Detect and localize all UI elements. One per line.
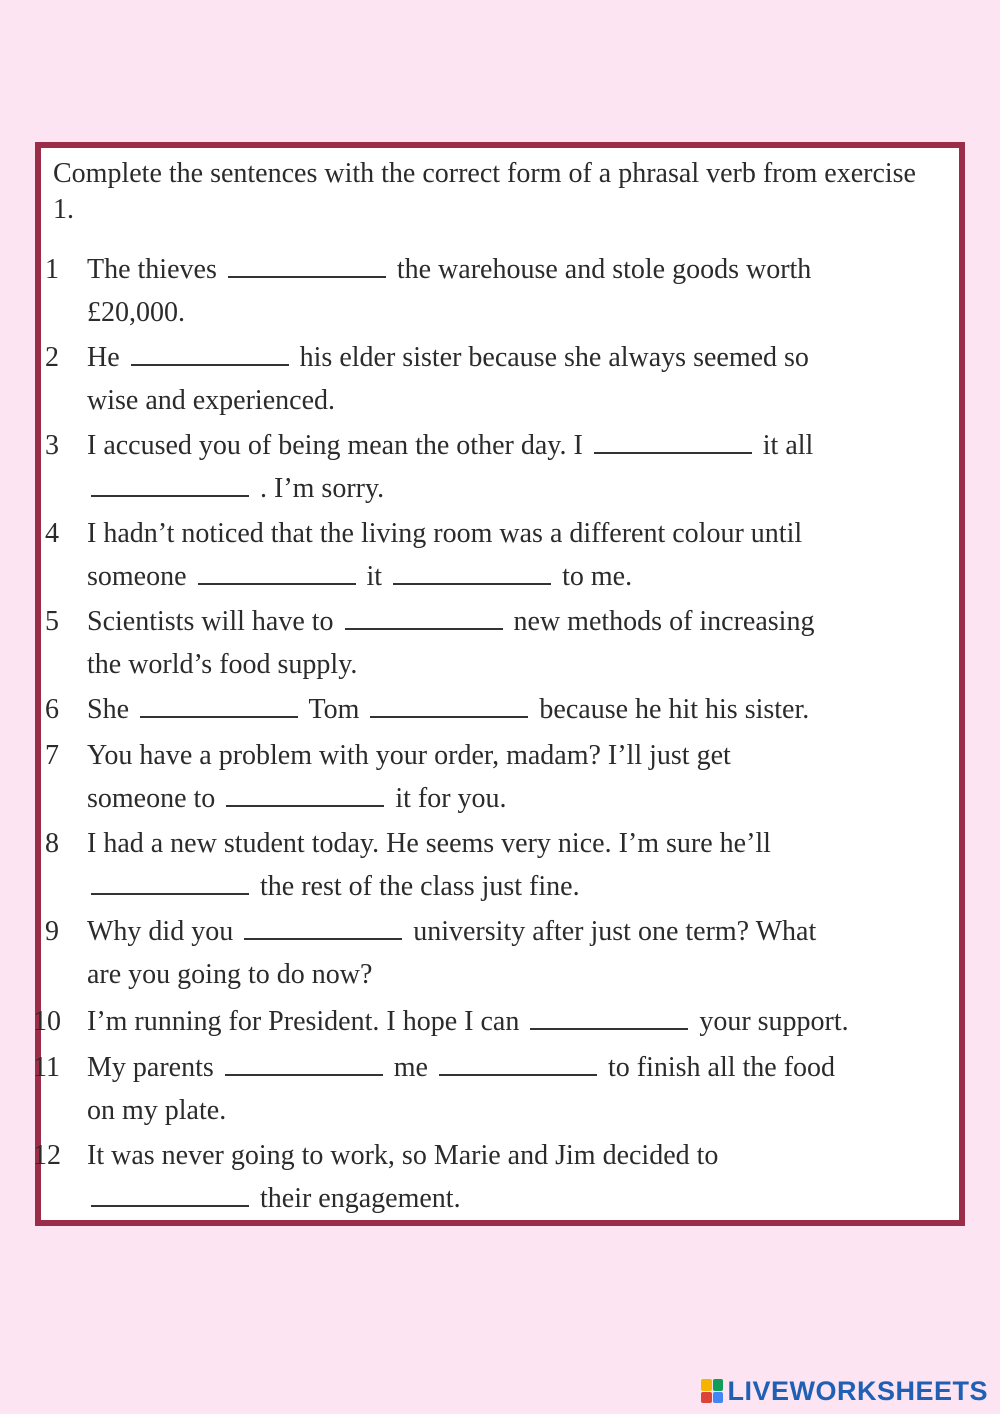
item-number: 8 <box>45 828 59 859</box>
sentence-text: someone to <box>87 783 223 814</box>
sentence-line <box>87 1134 927 1177</box>
item-number: 4 <box>45 518 59 549</box>
sentence-text: the rest of the class just fine. <box>253 871 580 902</box>
sentence-text: someone <box>87 561 194 592</box>
sentence-text: I had a new student today. He seems very nice. I’m sure he’ll <box>87 828 771 859</box>
logo-square <box>701 1392 712 1404</box>
sentence-line <box>87 424 927 467</box>
liveworksheets-logo-icon <box>701 1379 723 1403</box>
item-sentence <box>87 600 927 686</box>
sentence-text: his elder sister because she always seemed so <box>292 342 809 373</box>
logo-text: LIVEWORKSHEETS <box>727 1375 988 1406</box>
sentence-line <box>87 291 927 334</box>
item-number: 6 <box>45 694 59 725</box>
sentence-text: Scientists will have to <box>87 606 341 637</box>
instructions-text: Complete the sentences with the correct form of a phrasal verb from exercise 1. <box>53 158 916 225</box>
logo-square <box>713 1379 724 1391</box>
sentence-text: I hadn’t noticed that the living room was a different colour until <box>87 518 803 549</box>
item-sentence <box>87 512 927 598</box>
item-number: 10 <box>33 1006 61 1037</box>
sentence-text: me <box>386 1052 435 1083</box>
sentence-text: are you going to do now? <box>87 959 373 990</box>
sentence-line <box>87 512 927 555</box>
sentence-text: to finish all the food <box>600 1052 836 1083</box>
sentence-text: It was never going to work, so Marie and Jim decided to <box>87 1140 719 1171</box>
sentence-text: Tom <box>302 694 367 725</box>
sentence-line <box>87 865 927 908</box>
answer-blank[interactable] <box>91 1187 249 1207</box>
sentence-text: university after just one term? What <box>406 916 817 947</box>
sentence-text: it for you. <box>388 783 507 814</box>
sentence-line <box>87 1000 927 1043</box>
item-sentence <box>87 248 927 334</box>
sentence-text: . I’m sorry. <box>253 473 385 504</box>
sentence-line <box>87 910 927 953</box>
item-number: 11 <box>33 1052 60 1083</box>
item-sentence <box>87 734 927 820</box>
answer-blank[interactable] <box>370 698 528 718</box>
item-sentence <box>87 688 927 731</box>
sentence-text: because he hit his sister. <box>532 694 810 725</box>
answer-blank[interactable] <box>530 1010 688 1030</box>
sentence-line <box>87 248 927 291</box>
answer-blank[interactable] <box>594 434 752 454</box>
sentence-text: it all <box>755 430 814 461</box>
liveworksheets-logo <box>701 1376 988 1406</box>
answer-blank[interactable] <box>439 1056 597 1076</box>
sentence-text: I’m running for President. I hope I can <box>87 1006 527 1037</box>
answer-blank[interactable] <box>131 346 289 366</box>
answer-blank[interactable] <box>91 875 249 895</box>
sentence-text: on my plate. <box>87 1095 227 1126</box>
sentence-line <box>87 734 927 777</box>
sentence-line <box>87 379 927 422</box>
item-sentence <box>87 336 927 422</box>
item-number: 3 <box>45 430 59 461</box>
item-number: 7 <box>45 740 59 771</box>
item-sentence <box>87 1134 927 1220</box>
logo-square <box>713 1392 724 1404</box>
sentence-text: £20,000. <box>87 297 185 328</box>
answer-blank[interactable] <box>226 787 384 807</box>
item-sentence <box>87 822 927 908</box>
answer-blank[interactable] <box>393 565 551 585</box>
sentence-text: The thieves <box>87 254 224 285</box>
answer-blank[interactable] <box>91 477 249 497</box>
item-sentence <box>87 424 927 510</box>
worksheet-panel <box>35 142 965 1226</box>
sentence-line <box>87 336 927 379</box>
sentence-text: I accused you of being mean the other day. I <box>87 430 590 461</box>
item-number: 1 <box>45 254 59 285</box>
item-number: 2 <box>45 342 59 373</box>
sentence-line <box>87 777 927 820</box>
answer-blank[interactable] <box>244 920 402 940</box>
sentence-line <box>87 600 927 643</box>
sentence-line <box>87 953 927 996</box>
sentence-text: My parents <box>87 1052 221 1083</box>
item-sentence <box>87 910 927 996</box>
answer-blank[interactable] <box>225 1056 383 1076</box>
item-sentence <box>87 1046 927 1132</box>
sentence-line <box>87 1177 927 1220</box>
sentence-line <box>87 643 927 686</box>
answer-blank[interactable] <box>345 610 503 630</box>
sentence-line <box>87 467 927 510</box>
sentence-line <box>87 688 927 731</box>
sentence-line <box>87 555 927 598</box>
sentence-text: their engagement. <box>253 1183 461 1214</box>
sentence-text: your support. <box>692 1006 849 1037</box>
item-sentence <box>87 1000 927 1043</box>
item-number: 5 <box>45 606 59 637</box>
answer-blank[interactable] <box>140 698 298 718</box>
sentence-line <box>87 822 927 865</box>
sentence-text: She <box>87 694 136 725</box>
answer-blank[interactable] <box>198 565 356 585</box>
sentence-text: the world’s food supply. <box>87 649 358 680</box>
sentence-text: to me. <box>555 561 633 592</box>
sentence-line <box>87 1089 927 1132</box>
sentence-text: You have a problem with your order, madam? I’ll just get <box>87 740 731 771</box>
sentence-text: the warehouse and stole goods worth <box>389 254 812 285</box>
logo-square <box>701 1379 712 1391</box>
answer-blank[interactable] <box>228 258 386 278</box>
sentence-text: new methods of increasing <box>506 606 815 637</box>
sentence-text: Why did you <box>87 916 241 947</box>
sentence-text: it <box>359 561 390 592</box>
sentence-line <box>87 1046 927 1089</box>
item-number: 9 <box>45 916 59 947</box>
sentence-text: He <box>87 342 127 373</box>
item-number: 12 <box>33 1140 61 1171</box>
sentence-text: wise and experienced. <box>87 385 335 416</box>
